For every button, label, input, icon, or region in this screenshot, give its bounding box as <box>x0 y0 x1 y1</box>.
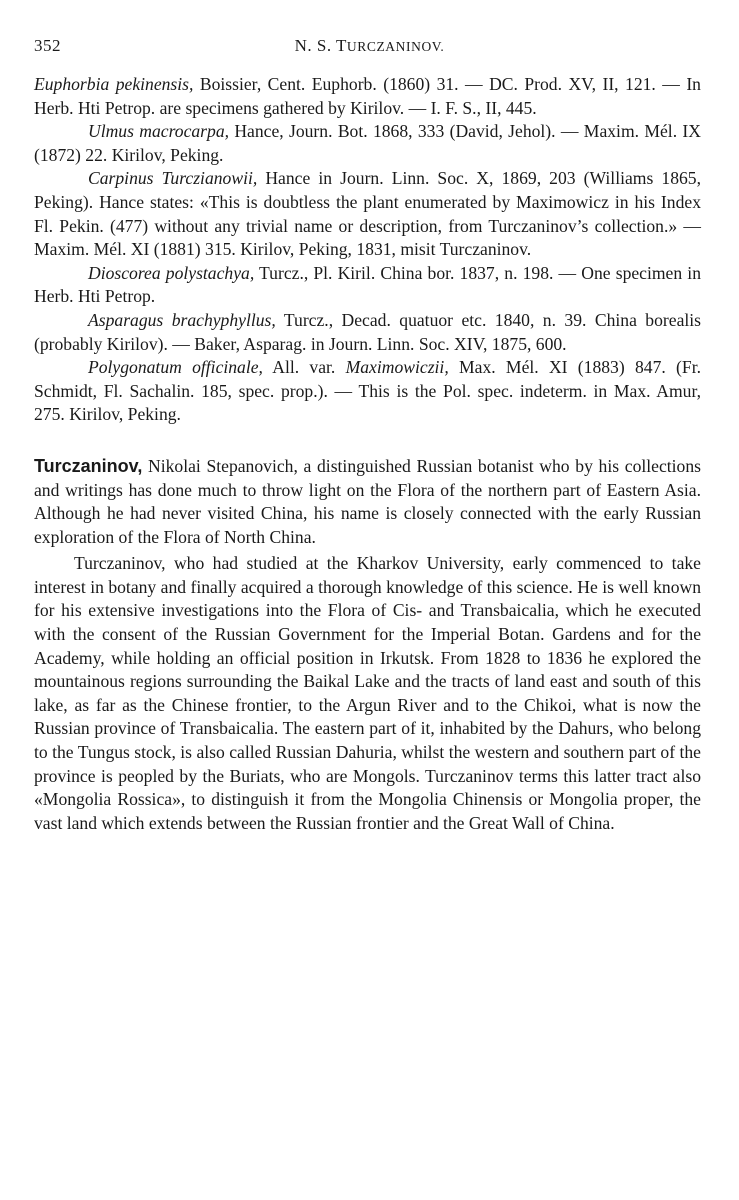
species-name: Ulmus macrocarpa, <box>88 121 230 142</box>
entry-text-continued: Max. Mél. XI (1883) 847. (Fr. Schmidt, Fl. Sachalin. 185, spec. prop.). — This is the Pol. spec. indeterm. in Max. Amur, 275. Kirilov, Peking. <box>34 357 701 425</box>
biography-headword: Turczaninov, <box>34 455 143 476</box>
biography-section <box>34 455 701 836</box>
species-name: Euphorbia pekinensis, <box>34 74 194 94</box>
entry-polygonatum <box>34 356 701 427</box>
page-body <box>34 73 701 835</box>
entry-text: All. var. <box>262 357 346 378</box>
entry-euphorbia <box>34 73 701 120</box>
running-head <box>34 36 705 56</box>
entry-dioscorea <box>34 262 701 309</box>
entry-asparagus <box>34 309 701 356</box>
biography-intro-text: Nikolai Stepanovich, a distinguished Russian botanist who by his collections and writings has done much to throw light on the Flora of the northern part of Eastern Asia. Although he had never visited China, his name is closely connected with the early Russian exploration of the Flora of North China. <box>34 455 701 547</box>
entry-text: Hance, Journ. Bot. 1868, 333 (David, Jehol). — Maxim. Mél. IX (1872) 22. Kirilov, Peking. <box>34 121 701 165</box>
species-name: Asparagus brachyphyllus, <box>88 309 276 330</box>
biography-intro <box>34 455 701 549</box>
species-name: Polygonatum officinale, <box>88 357 263 378</box>
species-name: Dioscorea polystachya, <box>88 262 255 283</box>
page-header <box>34 36 705 60</box>
entry-ulmus <box>34 120 701 167</box>
entry-text: Turcz., Decad. quatuor etc. 1840, n. 39. China borealis (probably Kirilov). — Baker, Asparag. in Journ. Linn. Soc. XIV, 1875, 600. <box>34 309 701 354</box>
variety-name: Maximowiczii, <box>345 357 449 378</box>
running-head-initials: N. S. T <box>294 36 347 55</box>
section-gap <box>34 427 701 455</box>
biography-paragraph: Turczaninov, who had studied at the Kharkov University, early commenced to take interest in botany and finally acquired a thorough knowledge of this science. He is well known for his extensive investigations into the Flora of Cis- and Transbaicalia, which he executed with the consent of the Russian Government for the Imperial Botan. Gardens and for the Academy, while holding an official position in Irkutsk. From 1828 to 1836 he explored the mountainous regions surrounding the Baikal Lake and the tracts of land east and south of this lake, as far as the Chinese frontier, to the Argun River and to the Chikoi, what is now the Russian province of Transbaicalia. The eastern part of it, inhabited by the Dahurs, who belong to the Tungus stock, is also called Russian Dahuria, whilst the western and southern part of the province is peopled by the Buriats, who are Mongols. Turczaninov terms this latter tract also «Mongolia Rossica», to distinguish it from the Mongolia Chinensis or Mongolia proper, the vast land which extends between the Russian frontier and the Great Wall of China. <box>34 553 701 833</box>
entry-text: Turcz., Pl. Kiril. China bor. 1837, n. 198. — One specimen in Herb. Hti Petrop. <box>34 262 701 307</box>
entry-text: Hance in Journ. Linn. Soc. X, 1869, 203 (Williams 1865, Peking). Hance states: «This is doubtless the plant enumerated by Maximowicz in his Index Fl. Pekin. (477) without any trivial name or description, from Turczaninov’s collection.» — Maxim. Mél. XI (1881) 315. Kirilov, Peking, 1831, misit Turczaninov. <box>34 168 701 260</box>
entry-text: Boissier, Cent. Euphorb. (1860) 31. — DC. Prod. XV, II, 121. — In Herb. Hti Petrop. are specimens gathered by Kirilov. — I. F. S., II, 445. <box>34 74 701 118</box>
running-head-rest: URCZANINOV. <box>346 39 445 54</box>
page-number: 352 <box>34 36 61 55</box>
species-name: Carpinus Turczianowii, <box>88 168 258 189</box>
entry-carpinus <box>34 167 701 261</box>
